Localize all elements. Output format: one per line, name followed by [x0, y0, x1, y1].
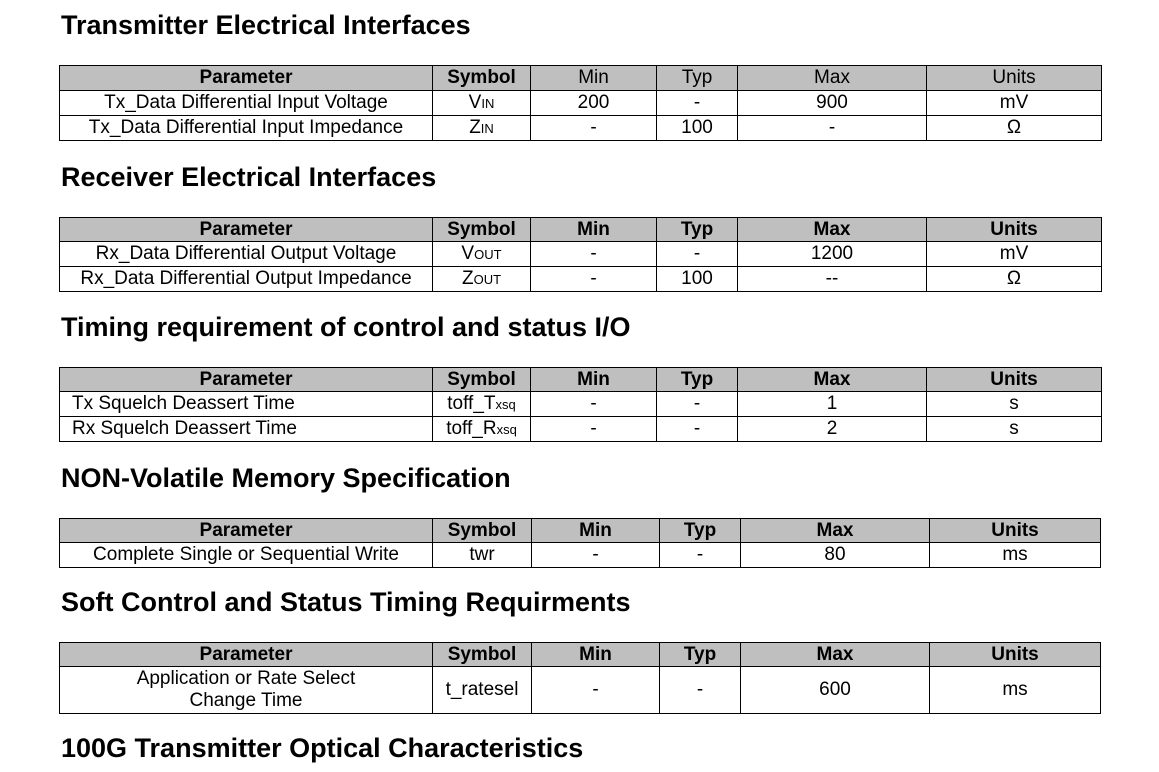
cell-units: ms	[930, 667, 1101, 714]
cell-symbol: toff_Txsq	[433, 392, 531, 417]
header-symbol: Symbol	[433, 519, 532, 543]
cell-parameter: Tx_Data Differential Input Voltage	[60, 91, 433, 116]
receiver-electrical-table	[59, 217, 1102, 292]
cell-symbol: t_ratesel	[433, 667, 532, 714]
nonvolatile-memory-table	[59, 518, 1101, 568]
cell-parameter: Complete Single or Sequential Write	[60, 543, 433, 568]
cell-units: ms	[930, 543, 1101, 568]
section-title-receiver-electrical: Receiver Electrical Interfaces	[61, 162, 437, 192]
section-title-nonvolatile-memory: NON-Volatile Memory Specification	[61, 463, 511, 493]
cell-max: 1	[738, 392, 927, 417]
cell-min: -	[532, 667, 660, 714]
table-row	[60, 543, 1101, 568]
header-units: Units	[927, 368, 1102, 392]
cell-typ: -	[657, 91, 738, 116]
soft-control-timing-table	[59, 642, 1101, 714]
header-units: Units	[927, 218, 1102, 242]
header-symbol: Symbol	[433, 66, 531, 91]
cell-min: -	[531, 417, 657, 442]
cell-symbol: ZIN	[433, 116, 531, 141]
header-units: Units	[930, 519, 1101, 543]
header-min: Min	[532, 643, 660, 667]
cell-symbol: ZOUT	[433, 267, 531, 292]
cell-max: 900	[738, 91, 927, 116]
header-symbol: Symbol	[433, 643, 532, 667]
cell-symbol: VOUT	[433, 242, 531, 267]
cell-max: 80	[741, 543, 930, 568]
table-row	[60, 267, 1102, 292]
header-typ: Typ	[660, 519, 741, 543]
cell-parameter: Application or Rate Select Change Time	[60, 667, 433, 714]
cell-min: -	[531, 116, 657, 141]
header-parameter: Parameter	[60, 218, 433, 242]
header-min: Min	[531, 66, 657, 91]
cell-typ: -	[657, 242, 738, 267]
section-title-soft-control-timing: Soft Control and Status Timing Requirments	[61, 587, 631, 617]
cell-symbol: twr	[433, 543, 532, 568]
section-title-100g-transmitter-optical: 100G Transmitter Optical Characteristics	[61, 733, 584, 763]
header-min: Min	[532, 519, 660, 543]
cell-parameter: Rx_Data Differential Output Voltage	[60, 242, 433, 267]
header-units: Units	[927, 66, 1102, 91]
header-typ: Typ	[660, 643, 741, 667]
section-title-transmitter-electrical: Transmitter Electrical Interfaces	[61, 10, 471, 40]
table-header-row	[60, 218, 1102, 242]
cell-units: Ω	[927, 267, 1102, 292]
table-row	[60, 116, 1102, 141]
cell-symbol: toff_Rxsq	[433, 417, 531, 442]
header-max: Max	[741, 643, 930, 667]
table-header-row	[60, 643, 1101, 667]
header-typ: Typ	[657, 218, 738, 242]
header-symbol: Symbol	[433, 218, 531, 242]
header-parameter: Parameter	[60, 368, 433, 392]
header-max: Max	[738, 66, 927, 91]
cell-min: -	[531, 267, 657, 292]
header-min: Min	[531, 368, 657, 392]
table-row	[60, 242, 1102, 267]
cell-typ: -	[657, 392, 738, 417]
header-symbol: Symbol	[433, 368, 531, 392]
header-typ: Typ	[657, 66, 738, 91]
cell-min: -	[531, 242, 657, 267]
header-min: Min	[531, 218, 657, 242]
cell-parameter: Tx_Data Differential Input Impedance	[60, 116, 433, 141]
cell-min: 200	[531, 91, 657, 116]
header-max: Max	[738, 218, 927, 242]
table-header-row	[60, 66, 1102, 91]
cell-min: -	[532, 543, 660, 568]
cell-typ: 100	[657, 116, 738, 141]
timing-control-status-table	[59, 367, 1102, 442]
section-title-timing-control-status: Timing requirement of control and status I/O	[61, 312, 631, 342]
cell-symbol: VIN	[433, 91, 531, 116]
header-parameter: Parameter	[60, 643, 433, 667]
cell-max: 600	[741, 667, 930, 714]
header-parameter: Parameter	[60, 66, 433, 91]
cell-units: mV	[927, 242, 1102, 267]
table-header-row	[60, 519, 1101, 543]
cell-typ: -	[660, 543, 741, 568]
cell-units: mV	[927, 91, 1102, 116]
header-max: Max	[738, 368, 927, 392]
transmitter-electrical-table	[59, 65, 1102, 141]
header-typ: Typ	[657, 368, 738, 392]
cell-parameter: Rx Squelch Deassert Time	[60, 417, 433, 442]
cell-typ: -	[657, 417, 738, 442]
header-max: Max	[741, 519, 930, 543]
table-row	[60, 392, 1102, 417]
cell-units: s	[927, 417, 1102, 442]
cell-max: 1200	[738, 242, 927, 267]
cell-max: --	[738, 267, 927, 292]
cell-parameter: Rx_Data Differential Output Impedance	[60, 267, 433, 292]
cell-typ: -	[660, 667, 741, 714]
cell-typ: 100	[657, 267, 738, 292]
cell-units: s	[927, 392, 1102, 417]
table-row	[60, 667, 1101, 714]
cell-parameter: Tx Squelch Deassert Time	[60, 392, 433, 417]
cell-max: 2	[738, 417, 927, 442]
cell-min: -	[531, 392, 657, 417]
cell-units: Ω	[927, 116, 1102, 141]
table-row	[60, 417, 1102, 442]
header-parameter: Parameter	[60, 519, 433, 543]
table-header-row	[60, 368, 1102, 392]
cell-max: -	[738, 116, 927, 141]
header-units: Units	[930, 643, 1101, 667]
table-row	[60, 91, 1102, 116]
